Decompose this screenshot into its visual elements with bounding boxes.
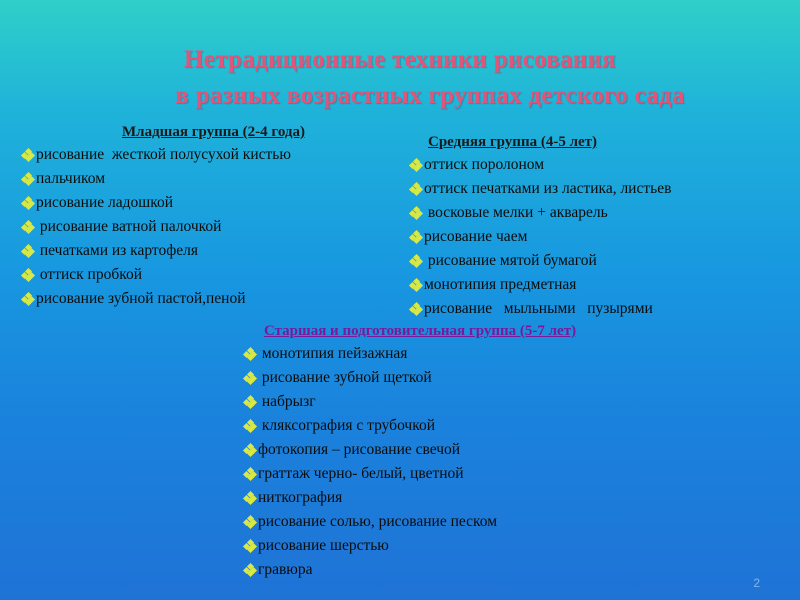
list-item-text: печатками из картофеля xyxy=(36,242,198,259)
list-item xyxy=(244,366,576,390)
list-item xyxy=(410,273,671,297)
list-item-text: рисование ладошкой xyxy=(36,194,173,211)
senior-technique-list xyxy=(244,342,576,582)
list-item xyxy=(410,225,671,249)
diamond-bullet-icon xyxy=(244,372,256,384)
diamond-bullet-icon xyxy=(244,516,256,528)
list-item xyxy=(244,462,576,486)
list-item xyxy=(244,390,576,414)
junior-group-heading: Младшая группа (2-4 года) xyxy=(122,124,306,140)
list-item xyxy=(244,438,576,462)
list-item-text: оттиск пробкой xyxy=(36,266,143,283)
slide-title xyxy=(0,42,800,114)
diamond-bullet-icon xyxy=(244,348,256,360)
diamond-bullet-icon xyxy=(410,231,422,243)
list-item xyxy=(410,249,671,273)
list-item xyxy=(22,215,305,239)
title-line-2: в разных возрастных группах детского сада xyxy=(175,82,685,109)
list-item-text: монотипия предметная xyxy=(424,276,577,293)
list-item-text: рисование зубной пастой,пеной xyxy=(36,290,246,307)
list-item-text: рисование шерстью xyxy=(258,537,389,554)
list-item xyxy=(244,558,576,582)
diamond-bullet-icon xyxy=(410,303,422,315)
list-item-text: гравюра xyxy=(258,561,313,578)
diamond-bullet-icon xyxy=(22,149,34,161)
list-item-text: восковые мелки + акварель xyxy=(424,204,608,221)
list-item-text: рисование ватной палочкой xyxy=(36,218,222,235)
list-item-text: рисование жесткой полусухой кистью xyxy=(36,146,291,163)
list-item-text: оттиск поролоном xyxy=(424,156,545,173)
list-item-text: ниткография xyxy=(258,489,343,506)
diamond-bullet-icon xyxy=(244,468,256,480)
list-item xyxy=(22,167,305,191)
list-item xyxy=(244,342,576,366)
list-item-text: пальчиком xyxy=(36,170,106,187)
list-item xyxy=(22,191,305,215)
list-item-text: рисование солью, рисование песком xyxy=(258,513,498,530)
list-item-text: набрызг xyxy=(258,393,316,410)
diamond-bullet-icon xyxy=(22,293,34,305)
diamond-bullet-icon xyxy=(410,183,422,195)
list-item-text: фотокопия – рисование свечой xyxy=(258,441,461,458)
list-item xyxy=(410,297,671,321)
diamond-bullet-icon xyxy=(244,420,256,432)
list-item xyxy=(22,263,305,287)
diamond-bullet-icon xyxy=(244,564,256,576)
list-item-text: оттиск печатками из ластика, листьев xyxy=(424,180,672,197)
diamond-bullet-icon xyxy=(22,197,34,209)
list-item xyxy=(244,510,576,534)
diamond-bullet-icon xyxy=(410,279,422,291)
senior-group-heading: Старшая и подготовительная группа (5-7 лет) xyxy=(264,323,577,339)
list-item xyxy=(244,486,576,510)
diamond-bullet-icon xyxy=(22,221,34,233)
diamond-bullet-icon xyxy=(410,159,422,171)
list-item xyxy=(22,239,305,263)
junior-technique-list xyxy=(22,143,305,311)
list-item xyxy=(22,143,305,167)
list-item-text: граттаж черно- белый, цветной xyxy=(258,465,464,482)
list-item-text: рисование чаем xyxy=(424,228,528,245)
diamond-bullet-icon xyxy=(410,207,422,219)
senior-group-block xyxy=(244,320,576,582)
list-item-text: кляксография с трубочкой xyxy=(258,417,436,434)
diamond-bullet-icon xyxy=(22,269,34,281)
diamond-bullet-icon xyxy=(244,492,256,504)
middle-group-block xyxy=(410,131,671,321)
list-item xyxy=(410,177,671,201)
list-item-text: рисование мыльными пузырями xyxy=(424,300,653,317)
list-item-text: рисование мятой бумагой xyxy=(424,252,597,269)
middle-group-heading: Средняя группа (4-5 лет) xyxy=(428,134,598,150)
title-line-1: Нетрадиционные техники рисования xyxy=(183,46,617,73)
list-item xyxy=(22,287,305,311)
diamond-bullet-icon xyxy=(410,255,422,267)
diamond-bullet-icon xyxy=(22,245,34,257)
diamond-bullet-icon xyxy=(244,540,256,552)
list-item xyxy=(244,534,576,558)
list-item-text: монотипия пейзажная xyxy=(258,345,408,362)
list-item xyxy=(410,153,671,177)
diamond-bullet-icon xyxy=(244,396,256,408)
list-item xyxy=(410,201,671,225)
diamond-bullet-icon xyxy=(244,444,256,456)
list-item xyxy=(244,414,576,438)
junior-group-block xyxy=(22,121,305,311)
page-number: 2 xyxy=(753,576,760,590)
diamond-bullet-icon xyxy=(22,173,34,185)
list-item-text: рисование зубной щеткой xyxy=(258,369,432,386)
middle-technique-list xyxy=(410,153,671,321)
